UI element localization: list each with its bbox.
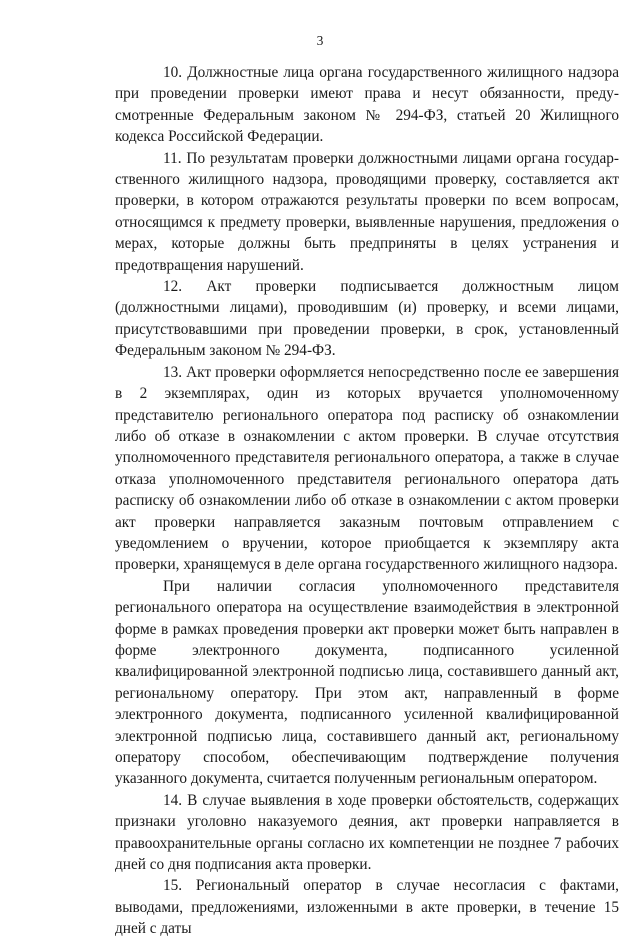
- page-number: 3: [316, 33, 324, 48]
- document-body: [115, 62, 619, 940]
- paragraph-11: 11. По результатам проверки должностными лицами органа государственного жилищного надзора, проводящими проверку, составляется акт проверки, в котором отражаются результаты проверки по всем вопросам, относящимся к предмету проверки, выявленные нарушения, предложения о мерах, которые должны быть предприняты в целях устранения и предотвращения нарушений.: [115, 149, 619, 274]
- paragraph-10: 10. Должностные лица органа государственного жилищного надзора при проведении проверки имеют права и несут обязанности, предусмотренные Федеральным законом № 294-ФЗ, статьей 20 Жилищного кодекса Российской Федерации.: [115, 64, 619, 146]
- paragraph-15: 15. Региональный оператор в случае несогласия с фактами, выводами, предложениями, изложенными в акте проверки, в течение 15 дней с даты: [115, 877, 619, 938]
- paragraph-14: 14. В случае выявления в ходе проверки обстоятельств, содержащих признаки уголовно наказуемого деяния, акт проверки направляется в правоохранительные органы согласно их компетенции не позднее 7 рабочих дней со дня подписания акта проверки.: [115, 791, 619, 874]
- paragraph-13-continued: При наличии согласия уполномоченного представителя регионального оператора на осуществление взаимодействия в электронной форме в рамках проведения проверки акт проверки может быть направлен в форме электронного документа, подписанного усиленной квалифицированной электронной подписью лица, составившего данный акт, региональному оператору. При этом акт, направленный в форме электронного документа, подписанного усиленной квалифицированной электронной подписью лица, составившего данный акт, региональному оператору способом, обеспечивающим подтверждение получения указанного документа, считается полученным региональным оператором.: [115, 577, 619, 788]
- paragraph-13: 13. Акт проверки оформляется непосредственно после ее завершения в 2 экземплярах, один из которых вручается уполномоченному представителю регионального оператора под расписку об ознакомлении либо об отказе в ознакомлении с актом проверки. В случае отсутствия уполномоченного представителя регионального оператора, а также в случае отказа уполномоченного представителя регионального оператора дать расписку об ознакомлении либо об отказе в ознакомлении с актом проверки акт проверки направляется заказным почтовым отправлением с уведомлением о вручении, которое приобщается к экземпляру акта проверки, хранящемуся в деле органа государственного жилищного надзора.: [115, 363, 619, 574]
- paragraph-12: 12. Акт проверки подписывается должностным лицом (должностными лицами), проводившим (и) проверку, и всеми лицами, присутствовавшими при проведении проверки, в срок, установленный Федеральным законом № 294-ФЗ.: [115, 278, 619, 360]
